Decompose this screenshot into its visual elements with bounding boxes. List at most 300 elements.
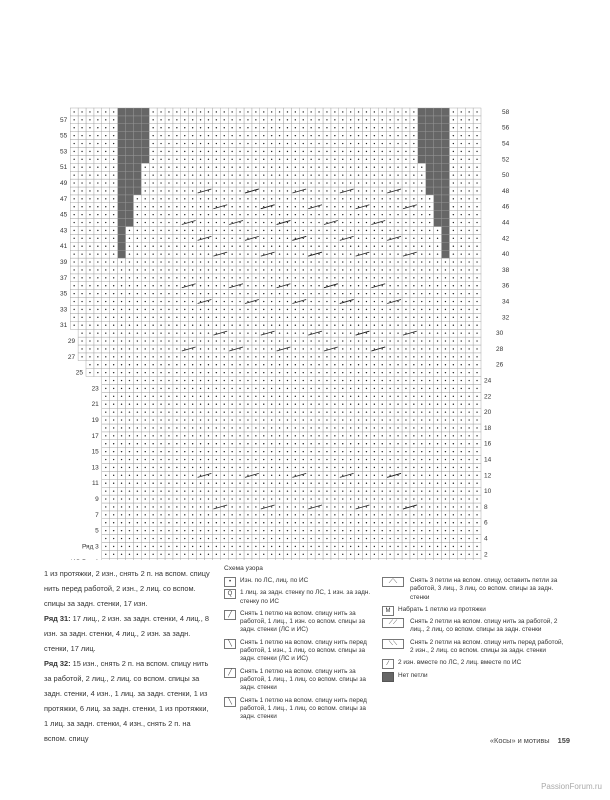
purl-dot: [374, 277, 375, 278]
purl-dot: [397, 214, 398, 215]
purl-dot: [342, 309, 343, 310]
purl-dot: [200, 277, 201, 278]
purl-dot: [429, 443, 430, 444]
purl-dot: [303, 490, 304, 491]
purl-dot: [73, 269, 74, 270]
purl-dot: [145, 206, 146, 207]
purl-dot: [263, 364, 264, 365]
purl-dot: [461, 340, 462, 341]
purl-dot: [224, 459, 225, 460]
purl-dot: [263, 190, 264, 191]
purl-dot: [263, 222, 264, 223]
purl-dot: [350, 380, 351, 381]
purl-dot: [374, 246, 375, 247]
purl-dot: [216, 253, 217, 254]
purl-dot: [453, 498, 454, 499]
purl-dot: [271, 498, 272, 499]
purl-dot: [445, 269, 446, 270]
purl-dot: [334, 230, 335, 231]
chart-cell: [149, 558, 157, 560]
purl-dot: [137, 277, 138, 278]
purl-dot: [176, 317, 177, 318]
purl-dot: [342, 498, 343, 499]
purl-dot: [405, 238, 406, 239]
purl-dot: [350, 467, 351, 468]
purl-dot: [358, 317, 359, 318]
purl-dot: [389, 546, 390, 547]
purl-dot: [374, 253, 375, 254]
purl-dot: [184, 356, 185, 357]
purl-dot: [231, 182, 232, 183]
purl-dot: [81, 198, 82, 199]
purl-dot: [200, 459, 201, 460]
purl-dot: [397, 269, 398, 270]
purl-dot: [105, 546, 106, 547]
purl-dot: [239, 277, 240, 278]
purl-dot: [176, 198, 177, 199]
purl-dot: [231, 380, 232, 381]
purl-dot: [279, 222, 280, 223]
purl-dot: [287, 198, 288, 199]
purl-dot: [129, 364, 130, 365]
purl-dot: [105, 269, 106, 270]
purl-dot: [310, 317, 311, 318]
purl-dot: [334, 475, 335, 476]
purl-dot: [168, 246, 169, 247]
purl-dot: [200, 174, 201, 175]
purl-dot: [208, 285, 209, 286]
purl-dot: [476, 554, 477, 555]
purl-dot: [231, 546, 232, 547]
purl-dot: [413, 167, 414, 168]
purl-dot: [231, 514, 232, 515]
purl-dot: [468, 514, 469, 515]
purl-dot: [239, 253, 240, 254]
purl-dot: [358, 348, 359, 349]
purl-dot: [310, 285, 311, 286]
purl-dot: [303, 546, 304, 547]
purl-dot: [413, 230, 414, 231]
purl-dot: [287, 309, 288, 310]
purl-dot: [263, 530, 264, 531]
purl-dot: [200, 340, 201, 341]
purl-dot: [208, 538, 209, 539]
purl-dot: [366, 538, 367, 539]
purl-dot: [397, 435, 398, 436]
purl-dot: [468, 490, 469, 491]
purl-dot: [279, 427, 280, 428]
purl-dot: [468, 167, 469, 168]
purl-dot: [121, 490, 122, 491]
purl-dot: [374, 554, 375, 555]
chart-cell: [402, 558, 410, 560]
purl-dot: [263, 483, 264, 484]
purl-dot: [389, 182, 390, 183]
purl-dot: [413, 253, 414, 254]
purl-dot: [461, 443, 462, 444]
purl-dot: [176, 506, 177, 507]
purl-dot: [255, 206, 256, 207]
chart-cell: [331, 558, 339, 560]
purl-dot: [239, 285, 240, 286]
purl-dot: [129, 372, 130, 373]
chart-cell: [118, 195, 126, 203]
purl-dot: [366, 332, 367, 333]
purl-dot: [263, 514, 264, 515]
purl-dot: [453, 340, 454, 341]
purl-dot: [318, 230, 319, 231]
purl-dot: [239, 506, 240, 507]
purl-dot: [247, 174, 248, 175]
purl-dot: [113, 182, 114, 183]
purl-dot: [73, 325, 74, 326]
purl-dot: [374, 269, 375, 270]
purl-dot: [231, 301, 232, 302]
purl-dot: [192, 467, 193, 468]
purl-dot: [224, 498, 225, 499]
purl-dot: [445, 419, 446, 420]
purl-dot: [239, 301, 240, 302]
purl-dot: [231, 467, 232, 468]
purl-dot: [453, 514, 454, 515]
purl-dot: [152, 332, 153, 333]
purl-dot: [271, 222, 272, 223]
purl-dot: [421, 372, 422, 373]
purl-dot: [310, 356, 311, 357]
purl-dot: [152, 190, 153, 191]
purl-dot: [255, 443, 256, 444]
purl-dot: [429, 332, 430, 333]
purl-dot: [287, 522, 288, 523]
purl-dot: [105, 246, 106, 247]
purl-dot: [255, 522, 256, 523]
purl-dot: [366, 530, 367, 531]
purl-dot: [192, 206, 193, 207]
purl-dot: [318, 538, 319, 539]
purl-dot: [310, 475, 311, 476]
purl-dot: [342, 538, 343, 539]
purl-dot: [113, 206, 114, 207]
purl-dot: [113, 301, 114, 302]
purl-dot: [382, 285, 383, 286]
purl-dot: [310, 364, 311, 365]
purl-dot: [216, 530, 217, 531]
purl-dot: [461, 198, 462, 199]
purl-dot: [366, 554, 367, 555]
purl-dot: [437, 419, 438, 420]
purl-dot: [152, 435, 153, 436]
purl-dot: [358, 372, 359, 373]
purl-dot: [437, 483, 438, 484]
purl-dot: [326, 301, 327, 302]
purl-dot: [176, 190, 177, 191]
purl-dot: [239, 475, 240, 476]
purl-dot: [461, 411, 462, 412]
purl-dot: [216, 214, 217, 215]
purl-dot: [255, 174, 256, 175]
purl-dot: [168, 269, 169, 270]
chart-cell: [118, 203, 126, 211]
purl-dot: [326, 190, 327, 191]
purl-dot: [97, 277, 98, 278]
purl-dot: [263, 285, 264, 286]
purl-dot: [89, 364, 90, 365]
purl-dot: [461, 277, 462, 278]
purl-dot: [366, 222, 367, 223]
purl-dot: [366, 317, 367, 318]
purl-dot: [334, 506, 335, 507]
purl-dot: [247, 435, 248, 436]
purl-dot: [255, 340, 256, 341]
purl-dot: [145, 253, 146, 254]
purl-dot: [216, 277, 217, 278]
purl-dot: [145, 261, 146, 262]
purl-dot: [295, 348, 296, 349]
purl-dot: [255, 261, 256, 262]
purl-dot: [224, 514, 225, 515]
purl-dot: [105, 285, 106, 286]
purl-dot: [89, 348, 90, 349]
purl-dot: [239, 427, 240, 428]
chart-cell: [133, 171, 141, 179]
purl-dot: [152, 174, 153, 175]
purl-dot: [397, 222, 398, 223]
purl-dot: [350, 214, 351, 215]
purl-dot: [231, 348, 232, 349]
purl-dot: [413, 364, 414, 365]
purl-dot: [382, 451, 383, 452]
purl-dot: [255, 530, 256, 531]
purl-dot: [405, 198, 406, 199]
purl-dot: [295, 317, 296, 318]
purl-dot: [358, 506, 359, 507]
purl-dot: [129, 301, 130, 302]
purl-dot: [389, 325, 390, 326]
purl-dot: [374, 435, 375, 436]
purl-dot: [200, 198, 201, 199]
purl-dot: [216, 506, 217, 507]
purl-dot: [358, 459, 359, 460]
purl-dot: [334, 348, 335, 349]
purl-dot: [342, 388, 343, 389]
purl-dot: [279, 340, 280, 341]
purl-dot: [437, 451, 438, 452]
chart-cell: [118, 250, 126, 258]
purl-dot: [176, 356, 177, 357]
purl-dot: [263, 269, 264, 270]
purl-dot: [350, 293, 351, 294]
purl-dot: [200, 230, 201, 231]
purl-dot: [81, 269, 82, 270]
purl-dot: [160, 388, 161, 389]
purl-dot: [437, 459, 438, 460]
purl-dot: [437, 380, 438, 381]
purl-dot: [295, 190, 296, 191]
purl-dot: [326, 388, 327, 389]
purl-dot: [374, 380, 375, 381]
purl-dot: [342, 483, 343, 484]
purl-dot: [429, 475, 430, 476]
purl-dot: [382, 317, 383, 318]
purl-dot: [121, 325, 122, 326]
purl-dot: [263, 388, 264, 389]
purl-dot: [326, 182, 327, 183]
purl-dot: [397, 546, 398, 547]
purl-dot: [255, 475, 256, 476]
purl-dot: [350, 396, 351, 397]
purl-dot: [461, 530, 462, 531]
purl-dot: [461, 459, 462, 460]
purl-dot: [160, 372, 161, 373]
purl-dot: [121, 451, 122, 452]
chart-cell: [442, 242, 450, 250]
purl-dot: [176, 530, 177, 531]
purl-dot: [453, 427, 454, 428]
purl-dot: [263, 546, 264, 547]
purl-dot: [342, 206, 343, 207]
purl-dot: [429, 538, 430, 539]
chart-cell: [173, 558, 181, 560]
purl-dot: [121, 554, 122, 555]
purl-dot: [152, 340, 153, 341]
purl-dot: [271, 182, 272, 183]
purl-dot: [192, 443, 193, 444]
purl-dot: [152, 530, 153, 531]
purl-dot: [350, 317, 351, 318]
purl-dot: [121, 467, 122, 468]
purl-dot: [461, 261, 462, 262]
purl-dot: [145, 483, 146, 484]
purl-dot: [310, 506, 311, 507]
purl-dot: [468, 372, 469, 373]
purl-dot: [160, 380, 161, 381]
purl-dot: [382, 506, 383, 507]
purl-dot: [255, 459, 256, 460]
purl-dot: [105, 506, 106, 507]
purl-dot: [113, 396, 114, 397]
purl-dot: [342, 348, 343, 349]
purl-dot: [318, 364, 319, 365]
purl-dot: [255, 269, 256, 270]
purl-dot: [374, 443, 375, 444]
purl-dot: [247, 246, 248, 247]
purl-dot: [239, 514, 240, 515]
purl-dot: [310, 261, 311, 262]
purl-dot: [453, 167, 454, 168]
purl-dot: [461, 435, 462, 436]
purl-dot: [113, 372, 114, 373]
purl-dot: [224, 238, 225, 239]
purl-dot: [405, 475, 406, 476]
purl-dot: [231, 309, 232, 310]
purl-dot: [121, 332, 122, 333]
purl-dot: [160, 411, 161, 412]
purl-dot: [184, 483, 185, 484]
purl-dot: [303, 293, 304, 294]
purl-dot: [397, 309, 398, 310]
purl-dot: [461, 475, 462, 476]
purl-dot: [374, 372, 375, 373]
purl-dot: [358, 364, 359, 365]
purl-dot: [358, 174, 359, 175]
purl-dot: [145, 222, 146, 223]
purl-dot: [168, 340, 169, 341]
purl-dot: [389, 301, 390, 302]
purl-dot: [453, 483, 454, 484]
purl-dot: [468, 427, 469, 428]
purl-dot: [397, 506, 398, 507]
purl-dot: [374, 356, 375, 357]
purl-dot: [397, 490, 398, 491]
purl-dot: [168, 301, 169, 302]
purl-dot: [271, 301, 272, 302]
purl-dot: [405, 317, 406, 318]
chart-cell: [212, 558, 220, 560]
purl-dot: [263, 380, 264, 381]
purl-dot: [389, 348, 390, 349]
purl-dot: [152, 246, 153, 247]
purl-dot: [176, 174, 177, 175]
purl-dot: [421, 253, 422, 254]
purl-dot: [129, 238, 130, 239]
purl-dot: [310, 435, 311, 436]
purl-dot: [310, 246, 311, 247]
purl-dot: [184, 380, 185, 381]
purl-dot: [271, 459, 272, 460]
purl-dot: [271, 340, 272, 341]
purl-dot: [255, 451, 256, 452]
purl-dot: [279, 380, 280, 381]
chart-cell: [244, 558, 252, 560]
purl-dot: [342, 443, 343, 444]
purl-dot: [350, 522, 351, 523]
purl-dot: [239, 348, 240, 349]
purl-dot: [413, 538, 414, 539]
purl-dot: [279, 325, 280, 326]
purl-dot: [192, 546, 193, 547]
purl-dot: [318, 309, 319, 310]
purl-dot: [310, 230, 311, 231]
purl-dot: [176, 261, 177, 262]
purl-dot: [421, 475, 422, 476]
purl-dot: [350, 490, 351, 491]
purl-dot: [468, 325, 469, 326]
purl-dot: [350, 253, 351, 254]
purl-dot: [160, 269, 161, 270]
purl-dot: [279, 309, 280, 310]
purl-dot: [287, 301, 288, 302]
purl-dot: [239, 411, 240, 412]
chart-cell: [126, 203, 134, 211]
purl-dot: [231, 427, 232, 428]
purl-dot: [468, 206, 469, 207]
purl-dot: [374, 198, 375, 199]
purl-dot: [121, 522, 122, 523]
purl-dot: [137, 285, 138, 286]
purl-dot: [184, 538, 185, 539]
purl-dot: [397, 277, 398, 278]
purl-dot: [461, 325, 462, 326]
purl-dot: [350, 246, 351, 247]
purl-dot: [334, 459, 335, 460]
purl-dot: [263, 261, 264, 262]
purl-dot: [200, 546, 201, 547]
purl-dot: [184, 459, 185, 460]
purl-dot: [176, 427, 177, 428]
purl-dot: [310, 388, 311, 389]
purl-dot: [295, 483, 296, 484]
purl-dot: [318, 356, 319, 357]
